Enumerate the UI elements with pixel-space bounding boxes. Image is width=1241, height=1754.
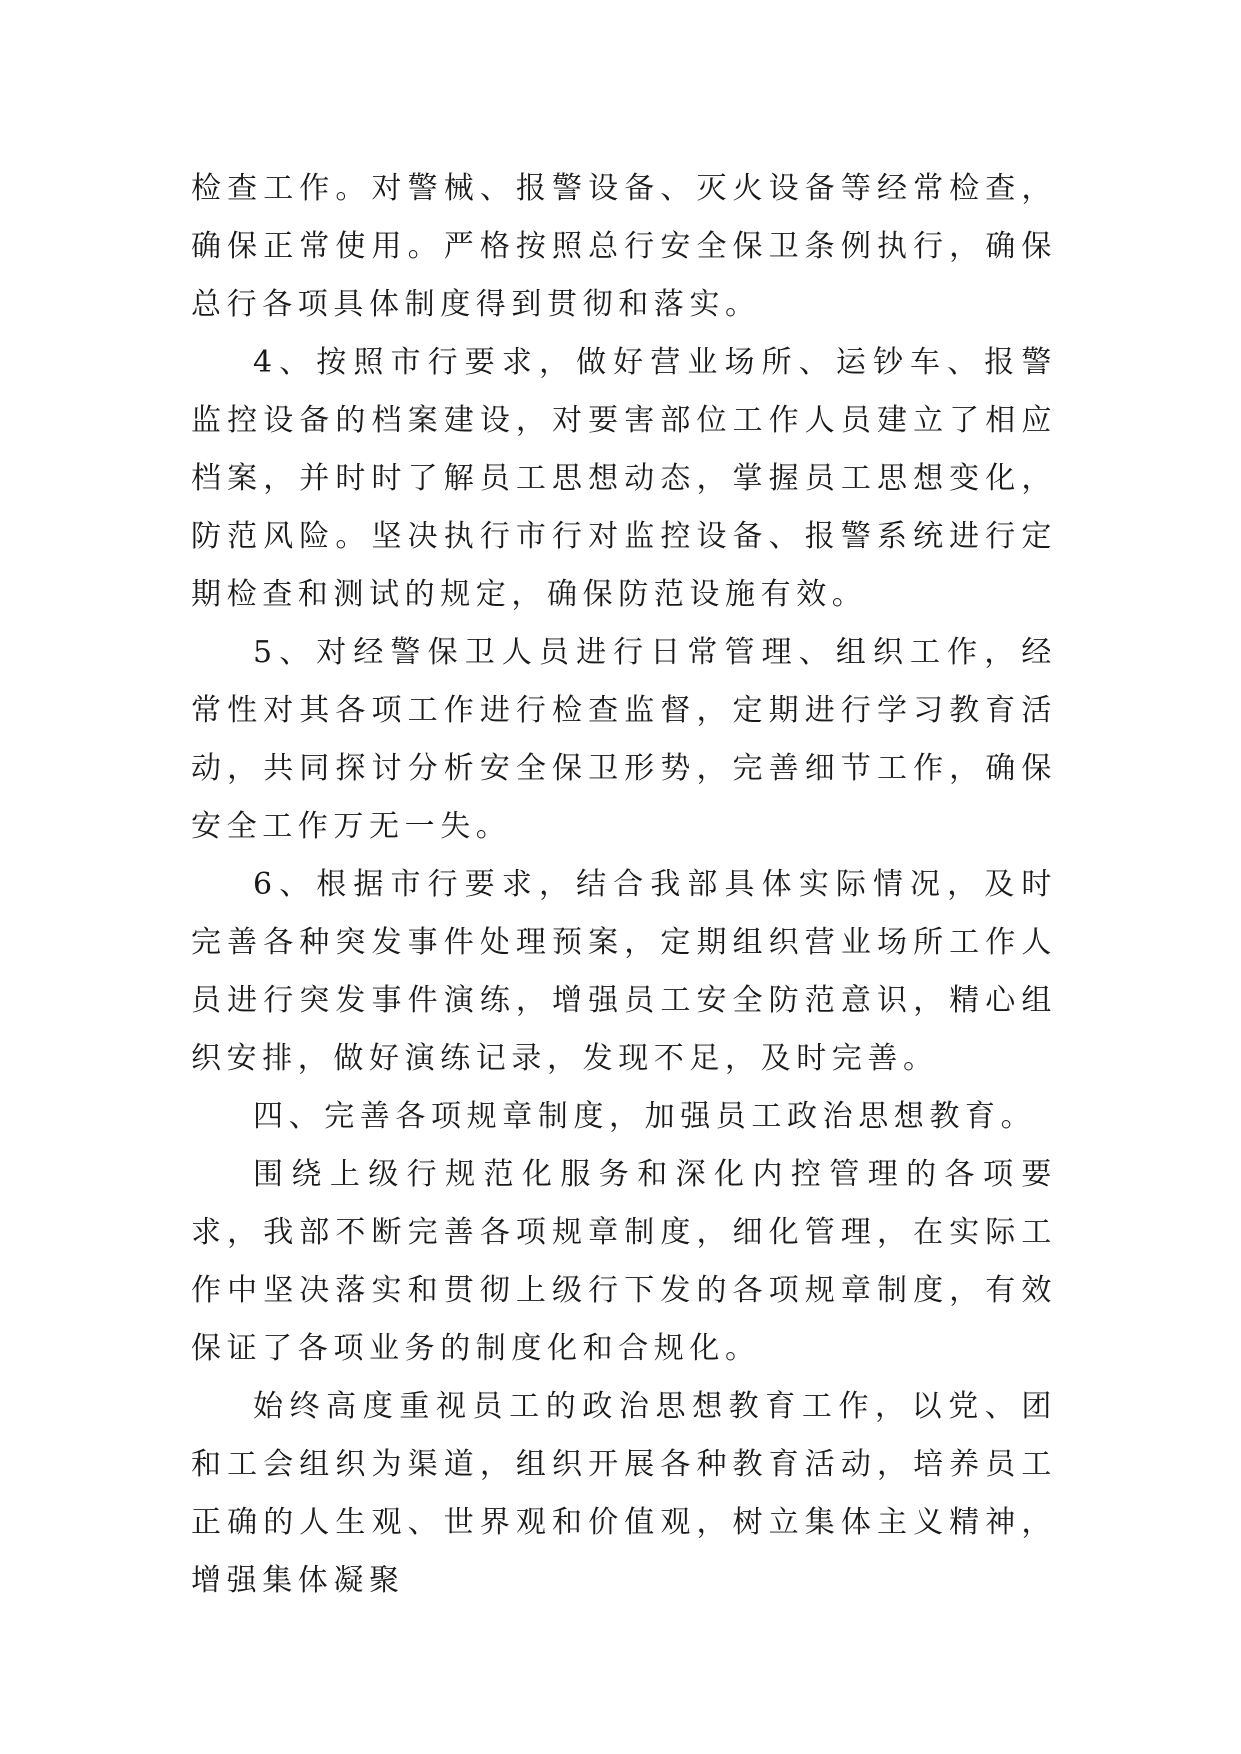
section-heading-4: 四、完善各项规章制度，加强员工政治思想教育。 — [253, 1099, 1037, 1134]
paragraph-regulations: 围绕上级行规范化服务和深化内控管理的各项要求，我部不断完善各项规章制度，细化管理，在实际工作中坚决落实和贯彻上级行下发的各项规章制度，有效保证了各项业务的制度化和合规化。 — [191, 1157, 1057, 1366]
body-text — [191, 160, 1057, 1610]
paragraph-item-6: 6、根据市行要求，结合我部具体实际情况，及时完善各种突发事件处理预案，定期组织营业场所工作人员进行突发事件演练，增强员工安全防范意识，精心组织安排，做好演练记录，发现不足，及时完善。 — [191, 867, 1057, 1076]
paragraph-item-5: 5、对经警保卫人员进行日常管理、组织工作，经常性对其各项工作进行检查监督，定期进行学习教育活动，共同探讨分析安全保卫形势，完善细节工作，确保安全工作万无一失。 — [191, 635, 1057, 844]
paragraph-security-check: 检查工作。对警械、报警设备、灭火设备等经常检查，确保正常使用。严格按照总行安全保卫条例执行，确保总行各项具体制度得到贯彻和落实。 — [191, 171, 1057, 322]
paragraph-political-education: 始终高度重视员工的政治思想教育工作，以党、团和工会组织为渠道，组织开展各种教育活动，培养员工正确的人生观、世界观和价值观，树立集体主义精神，增强集体凝聚 — [191, 1389, 1057, 1598]
paragraph-item-4: 4、按照市行要求，做好营业场所、运钞车、报警监控设备的档案建设，对要害部位工作人员建立了相应档案，并时时了解员工思想动态，掌握员工思想变化，防范风险。坚决执行市行对监控设备、报警系统进行定期检查和测试的规定，确保防范设施有效。 — [191, 345, 1057, 612]
